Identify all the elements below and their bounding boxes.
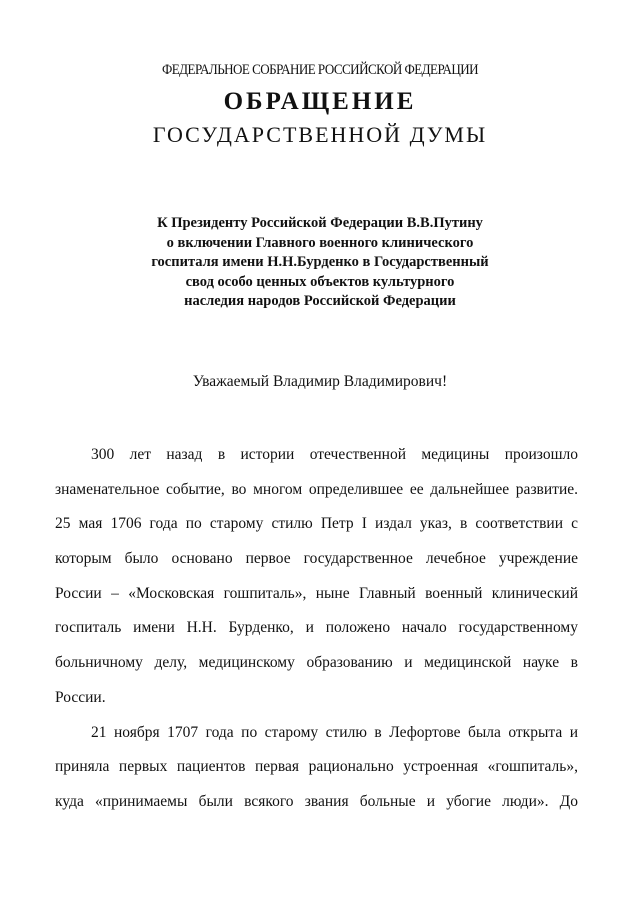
body-line: 300 лет назад в истории отечественной медицины произошло bbox=[91, 446, 578, 463]
body-line: куда «принимаемы были всякого звания больные и убогие люди». До bbox=[55, 792, 578, 810]
subject-line: госпиталя имени Н.Н.Бурденко в Государственный bbox=[151, 254, 489, 270]
body-line: госпиталь имени Н.Н. Бурденко, и положено начало государственному bbox=[55, 619, 578, 637]
body-line: которым было основано первое государственное лечебное учреждение bbox=[55, 550, 578, 568]
address-subject-block bbox=[0, 214, 640, 312]
body-line: больничному делу, медицинскому образованию и медицинской науке в bbox=[55, 654, 578, 672]
body-line: 25 мая 1706 года по старому стилю Петр I издал указ, в соответствии с bbox=[55, 515, 578, 533]
body-line: знаменательное событие, во многом определившее ее дальнейшее развитие. bbox=[55, 480, 578, 498]
document-title: ОБРАЩЕНИЕ bbox=[223, 88, 417, 115]
body-line: 21 ноября 1707 года по старому стилю в Лефортове была открыта и bbox=[91, 723, 578, 741]
body-line: России. bbox=[55, 688, 106, 706]
body-line: приняла первых пациентов первая рационально устроенная «гошпиталь», bbox=[55, 758, 578, 776]
subject-line: свод особо ценных объектов культурного bbox=[185, 273, 455, 290]
subject-line: наследия народов Российской Федерации bbox=[184, 293, 456, 309]
subject-line: К Президенту Российской Федерации В.В.Путину bbox=[157, 215, 483, 231]
document-subtitle: ГОСУДАРСТВЕННОЙ ДУМЫ bbox=[152, 122, 488, 147]
greeting: Уважаемый Владимир Владимирович! bbox=[192, 373, 448, 390]
subject-line: о включении Главного военного клинического bbox=[166, 234, 474, 251]
federal-assembly-heading: ФЕДЕРАЛЬНОЕ СОБРАНИЕ РОССИЙСКОЙ ФЕДЕРАЦИИ bbox=[161, 62, 479, 78]
body-text bbox=[55, 438, 578, 820]
body-line: России – «Московская гошпиталь», ныне Главный военный клинический bbox=[55, 584, 578, 602]
